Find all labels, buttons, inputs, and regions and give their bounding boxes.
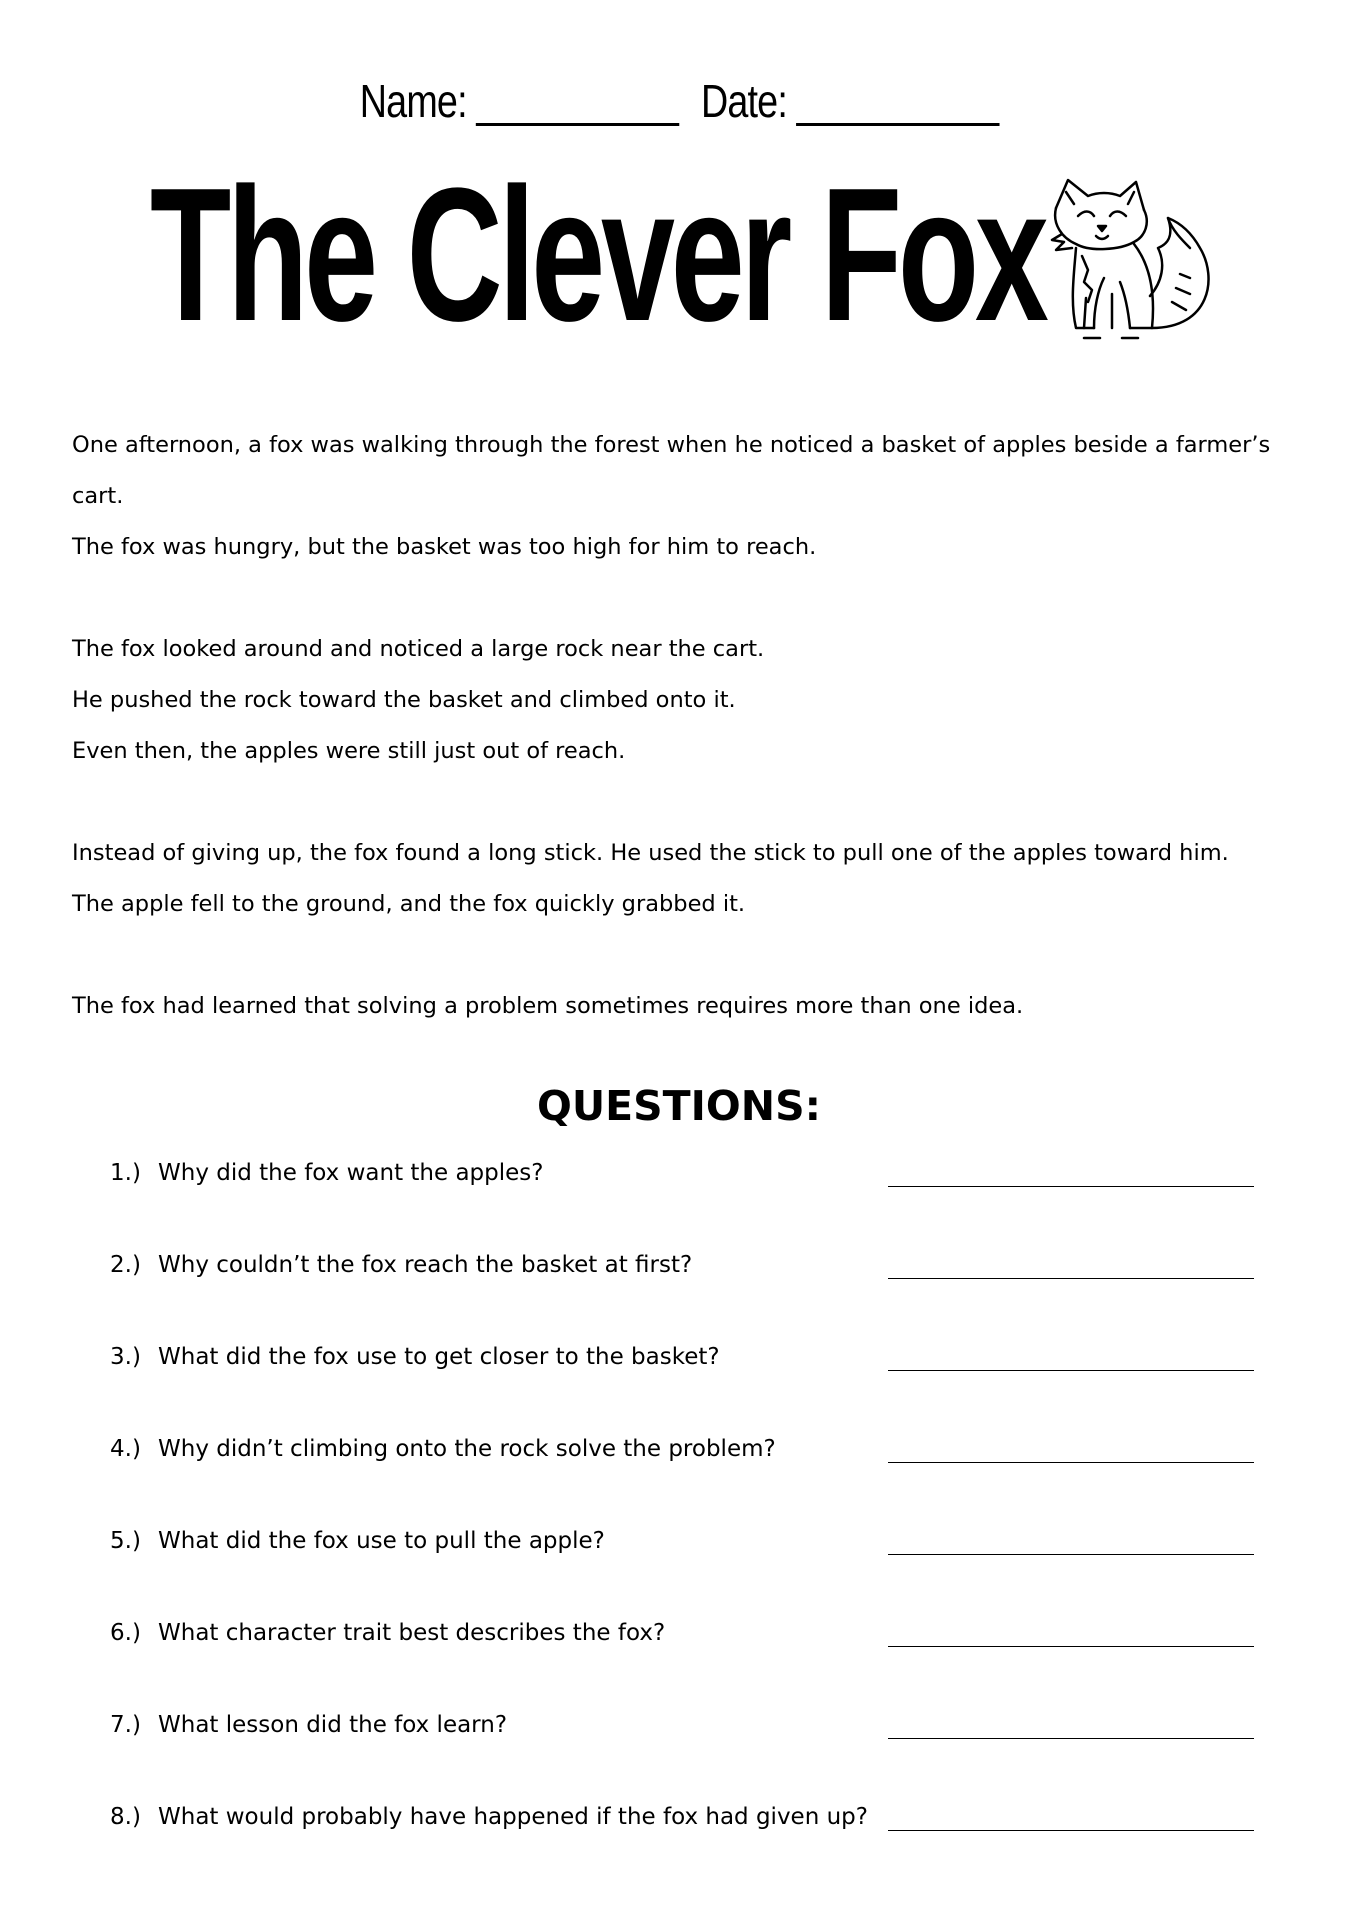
story-text xyxy=(72,420,1312,1083)
questions-list xyxy=(110,1150,1260,1886)
answer-line[interactable] xyxy=(888,1370,1254,1371)
question-number: 2.) xyxy=(110,1252,141,1278)
date-label[interactable]: Date: __________ xyxy=(700,75,999,127)
story-line: The fox looked around and noticed a large rock near the cart. xyxy=(72,636,765,662)
question-item xyxy=(110,1150,1260,1242)
question-text: What character trait best describes the fox? xyxy=(158,1620,666,1646)
story-line: The apple fell to the ground, and the fox quickly grabbed it. xyxy=(72,891,746,917)
question-item xyxy=(110,1426,1260,1518)
answer-line[interactable] xyxy=(888,1462,1254,1463)
questions-heading: QUESTIONS: xyxy=(537,1082,821,1130)
question-text: What lesson did the fox learn? xyxy=(158,1712,508,1738)
story-line: Even then, the apples were still just out of reach. xyxy=(72,738,626,764)
story-line: The fox was hungry, but the basket was too high for him to reach. xyxy=(72,534,817,560)
story-paragraph xyxy=(72,624,1312,777)
answer-line[interactable] xyxy=(888,1830,1254,1831)
question-number: 1.) xyxy=(110,1160,141,1186)
question-text: What did the fox use to get closer to the basket? xyxy=(158,1344,720,1370)
story-line: He pushed the rock toward the basket and climbed onto it. xyxy=(72,687,736,713)
answer-line[interactable] xyxy=(888,1738,1254,1739)
story-paragraph xyxy=(72,828,1312,930)
question-item xyxy=(110,1242,1260,1334)
question-number: 8.) xyxy=(110,1804,141,1830)
name-label[interactable]: Name: __________ xyxy=(359,75,678,127)
name-date-header xyxy=(122,74,1236,128)
story-paragraph xyxy=(72,420,1312,573)
question-item xyxy=(110,1794,1260,1886)
question-item xyxy=(110,1518,1260,1610)
question-number: 4.) xyxy=(110,1436,141,1462)
question-text: Why couldn’t the fox reach the basket at first? xyxy=(158,1252,693,1278)
question-item xyxy=(110,1334,1260,1426)
story-line: Instead of giving up, the fox found a long stick. He used the stick to pull one of the apples toward him. xyxy=(72,840,1229,866)
fox-icon xyxy=(1040,178,1216,346)
question-number: 5.) xyxy=(110,1528,141,1554)
story-line: One afternoon, a fox was walking through the forest when he noticed a basket of apples beside a farmer’s cart. xyxy=(72,432,1271,509)
answer-line[interactable] xyxy=(888,1186,1254,1187)
question-number: 7.) xyxy=(110,1712,141,1738)
question-item xyxy=(110,1702,1260,1794)
question-text: Why didn’t climbing onto the rock solve the problem? xyxy=(158,1436,776,1462)
question-number: 6.) xyxy=(110,1620,141,1646)
question-number: 3.) xyxy=(110,1344,141,1370)
question-text: Why did the fox want the apples? xyxy=(158,1160,544,1186)
story-line: The fox had learned that solving a problem sometimes requires more than one idea. xyxy=(72,993,1024,1019)
question-text: What did the fox use to pull the apple? xyxy=(158,1528,605,1554)
question-item xyxy=(110,1610,1260,1702)
question-text: What would probably have happened if the fox had given up? xyxy=(158,1804,868,1830)
answer-line[interactable] xyxy=(888,1646,1254,1647)
page-title: The Clever Fox xyxy=(150,149,1045,361)
answer-line[interactable] xyxy=(888,1278,1254,1279)
story-paragraph xyxy=(72,981,1312,1032)
answer-line[interactable] xyxy=(888,1554,1254,1555)
